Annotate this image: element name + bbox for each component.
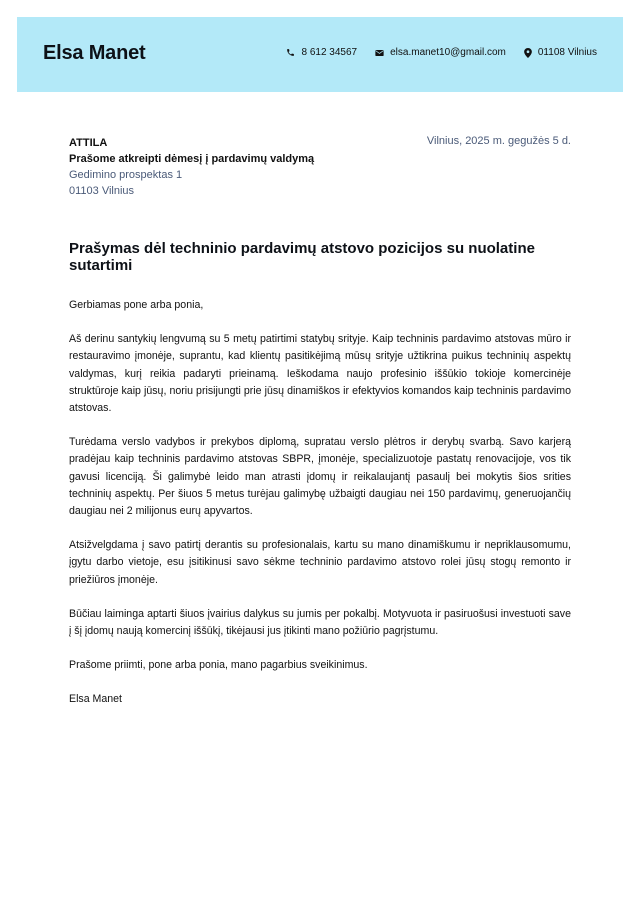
contact-info: [286, 47, 597, 58]
paragraph: Atsižvelgdama į savo patirtį derantis su profesionalais, kartu su mano dinamiškumu ir nepriklausomumu, įgytu darbo vietoje, esu įsitikinusi savo sėkme techninio pardavimo atstovo rolei jūsų stogų remonto ir priežiūros įmonėje.: [69, 539, 571, 586]
location-text: 01108 Vilnius: [537, 47, 597, 58]
header-band: [17, 17, 623, 92]
phone-contact: [286, 47, 357, 58]
signature: Elsa Manet: [69, 693, 122, 706]
paragraph: Būčiau laiminga aptarti šiuos įvairius dalykus su jumis per pokalbį. Motyvuota ir pasiruošusi investuoti save į šį įdomų naują komercinį iššūkį, tikėjausi jus įtikinti mano požiūrio pagrįstumu.: [69, 607, 571, 638]
letter-body: [69, 297, 571, 726]
paragraph: Aš derinu santykių lengvumą su 5 metų patirtimi statybų srityje. Kaip techninis pardavimo atstovas mūro ir restauravimo įmonėje, suprantu, kad klientų pasitikėjimą mūsų srityje užtikrina puikus techninių aspektų valdymas, kurį reikia padaryti prieinamą. Ieškodama naujo profesinio iššūkio tokioje komercinėje struktūroje kaip jūsų, noriu prisijungti prie jūsų dinamiškos ir efektyvios komandos kaip techninis pardavimo atstovas.: [69, 333, 571, 415]
salutation: Gerbiamas pone arba ponia,: [69, 299, 204, 311]
location-pin-icon: [524, 48, 532, 58]
phone-number: 8 612 34567: [301, 47, 358, 58]
recipient-street: Gedimino prospektas 1: [69, 169, 183, 181]
email-contact: [375, 47, 506, 58]
recipient-city: 01103 Vilnius: [69, 185, 135, 197]
recipient-attention: Prašome atkreipti dėmesį į pardavimų valdymą: [69, 153, 315, 165]
sender-name: Elsa Manet: [43, 42, 146, 64]
paragraph: Turėdama verslo vadybos ir prekybos diplomą, supratau verslo plėtros ir derybų svarbą. Savo karjerą pradėjau kaip techninis pardavimo atstovas SBPR, įmonėje, specializuotoje pastatų renovacijoje, vos tik gavusi licenciją. Ši galimybė leido man atrasti įdomų ir reikalaujantį pasaulį bei mokytis šios srities techninių aspektų. Per šiuos 5 metus turėjau galimybę užbaigti daugiau nei 150 pardavimų, generuojančių daugiau nei 2 milijonus eurų apyvartos.: [69, 436, 571, 518]
recipient-company: ATTILA: [69, 137, 108, 149]
location-contact: [524, 47, 597, 58]
recipient-block: [69, 135, 314, 199]
phone-icon: [286, 48, 295, 57]
mail-icon: [375, 49, 384, 57]
letter-date: Vilnius, 2025 m. gegužės 5 d.: [426, 135, 571, 147]
letter-subject: Prašymas dėl techninio pardavimų atstovo pozicijos su nuolatine sutartimi: [69, 240, 535, 274]
closing: Prašome priimti, pone arba ponia, mano pagarbius sveikinimus.: [69, 659, 368, 672]
email-address: elsa.manet10@gmail.com: [390, 47, 506, 58]
